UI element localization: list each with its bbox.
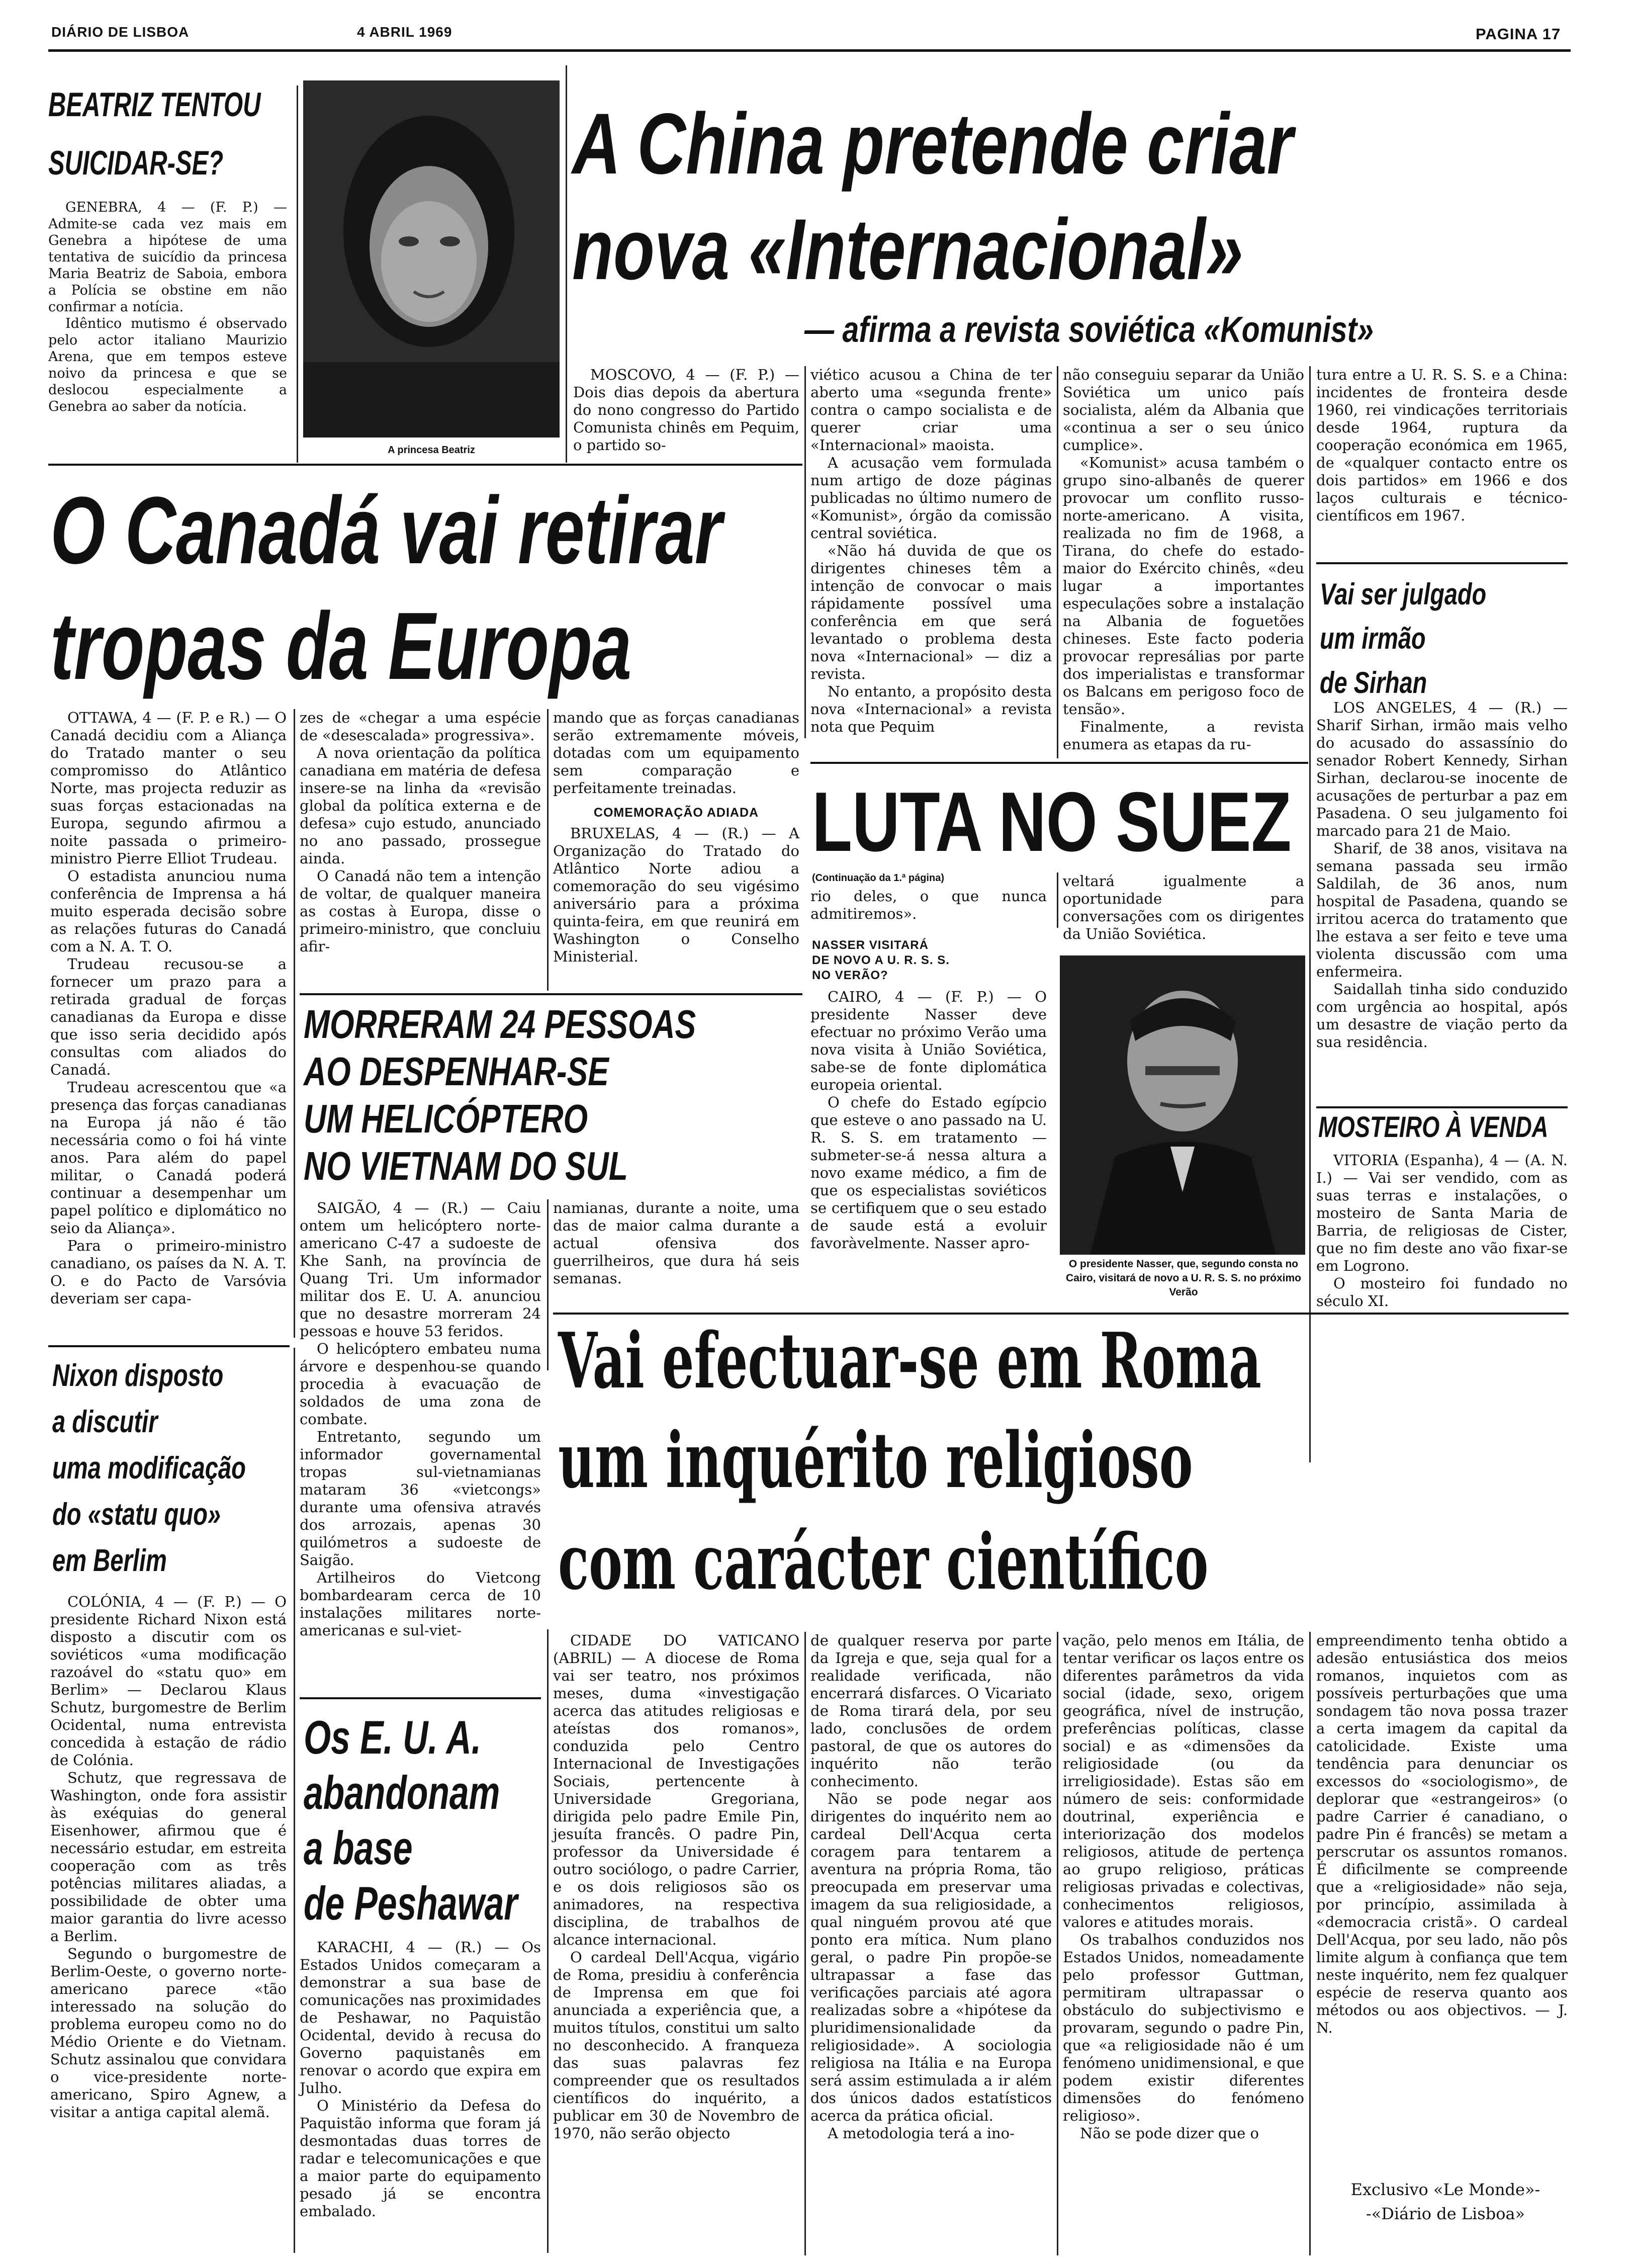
canada-headline-line2: tropas da Europa [50,593,632,700]
column-divider [547,1199,549,1370]
column-divider [1309,1632,1311,2255]
section-rule [48,464,802,466]
section-rule [48,1345,290,1347]
column-divider [804,1632,806,2255]
roma-col-1: CIDADE DO VATICANO (ABRIL) — A diocese de Roma vai ser teatro, nos próximos meses, duma «investigação acerca das atitudes religiosas e ateístas dos romanos», conduzida pelo Centro Internacional de Investigações Sociais, pertencente à Universidade Gregoriana, dirigida pelo padre Emile Pin, jesuíta francês. O padre Pin, professor da Universidade é outro sociólogo, o padre Carrier, e os dois religiosos são os animadores, na respectiva disciplina, de trabalhos de alcance internacional. O cardeal Dell'Acqua, vigário de Roma, presidiu à conferência de Imprensa em que foi anunciada a experiência que, a muitos títulos, constitui um salto no desconhecido. A franqueza das suas palavras fez compreender que os resultados científicos do inquérito, a publicar em 30 de Novembro de 1970, não serão objecto [553,1632,799,2142]
section-rule [1316,562,1568,564]
column-divider [294,709,295,1338]
sirhan-headline: Vai ser julgado um irmão de Sirhan [1320,577,1487,700]
nixon-article: COLÓNIA, 4 — (F. P.) — O presidente Richard Nixon está disposto a discutir com os soviéticos «uma modificação razoável do «statu quo» em Berlim» — Declarou Klaus Schutz, burgomestre de Berlim Ocidental, numa entrevista concedida à estação de rádio de Colónia. Schutz, que regressava de Washington, onde fora assistir às exéquias do general Eisenhower, afirmou que é necessário estudar, em estreita cooperação com as três potências militares aliadas, a possibilidade de obter uma maior garantia do livre acesso a Berlim. Segundo o burgomestre de Berlim-Oeste, o governo norte-americano parece «tão interessado na solução do problema europeu como no do Médio Oriente e do Vietnam. Schutz assinalou que convidara o vice-presidente norte-americano, Spiro Agnew, a visitar a antiga capital alemã. [50,1593,287,2121]
vietnam-col-1: SAIGÃO, 4 — (R.) — Caiu ontem um helicóptero norte-americano C-47 a sudoeste de Khe Sanh, na província de Quang Tri. Um informador militar dos E. U. A. anunciou que no desastre morreram 24 pessoas e houve 53 feridos. O helicóptero embateu numa árvore e despenhou-se quando procedia à evacuação de soldados de uma zona de combate. Entretanto, segundo um informador governamental tropas sul-vietnamianas mataram 36 «vietcongs» durante uma ofensiva através dos arrozais, apenas 30 quilómetros a sudoeste de Saigão. Artilheiros do Vietcong bombardearam cerca de 10 instalações militares norte-americanas e sul-viet- [300,1199,541,1639]
section-rule [1316,1106,1568,1108]
suez-col-1: rio deles, o que nunca admitiremos». [810,888,1047,922]
eua-headline: Os E. U. A. abandonam a base de Peshawar [304,1711,518,1930]
suez-headline: LUTA NO SUEZ [812,774,1292,869]
masthead-rule [48,49,1571,52]
canada-headline-line1: O Canadá vai retirar [50,477,722,584]
mosteiro-article: VITORIA (Espanha), 4 — (A. N. I.) — Vai ser vendido, com as suas terras e instalações, o mosteiro de Santa Maria de Barria, de religiosas de Cister, que no fim deste ano vão fixar-se em Logrono. O mosteiro foi fundado no século XI. [1316,1152,1568,1310]
roma-headline-line1: Vai efectuar-se em Roma [558,1316,1261,1406]
president-nasser-photo [1060,955,1305,1255]
roma-headline-line2: um inquérito religioso [558,1415,1193,1505]
column-divider [297,85,298,463]
china-col-1: MOSCOVO, 4 — (F. P.) — Dois dias depois da abertura do nono congresso do Partido Comunista chinês em Pequim, o partido so- [573,366,799,454]
roma-col-4: empreendimento tenha obtido a adesão entusiástica dos meios romanos, inquietos com as possíveis perturbações que uma sondagem tão nova possa trazer a certa imagem da capital da catolicidade. Existe uma tendência para denunciar os excessos do «sociologismo», de deplorar que «estrangeiros» (o padre Carrier é canadiano, o padre Pin é francês) se metam a perscrutar os assuntos romanos. É difìcilmente se compreende que a «religiosidade» não seja, por princípio, assimilada à «democracia cristã». O cardeal Dell'Acqua, por seu lado, não pôs limite algum à confiança que tem neste inquérito, nem fez qualquer espécie de reserva quanto aos métodos ou aos objectivos. — J. N. [1316,1632,1568,2036]
china-headline-line1: A China pretende criar [572,96,1293,192]
column-divider [294,1348,295,2253]
issue-date: 4 ABRIL 1969 [357,24,452,40]
roma-col-3: vação, pelo menos em Itália, de tentar verificar os laços entre os diferentes parâmetros da vida social (idade, sexo, origem geográfica, nível de instrução, preferências políticas, classe social) e as «dimensões da religiosidade (ou da irreligiosidade). Estas são em número de seis: conformidade doutrinal, experiência e interiorização dos modelos religiosos, atitude de pertença ao grupo religioso, práticas religiosas privadas e colectivas, conhecimentos religiosos, valores e atitudes morais. Os trabalhos conduzidos nos Estados Unidos, nomeadamente pelo professor Guttman, permitiram ultrapassar o obstáculo do subjectivismo e provaram, segundo o padre Pin, que «a religiosidade não é um fenómeno unidimensional, e que podem existir diferentes dimensões do fenómeno religioso». Não se pode dizer que o [1063,1632,1304,2142]
china-col-2: viético acusou a China de ter aberto uma «segunda frente» contra o campo socialista e de querer criar uma «Internacional» maoista. A acusação vem formulada num artigo de doze páginas publicadas no último numero de «Komunist», órgão da comissão central soviética. «Não há duvida de que os dirigentes chineses têm a intenção de convocar o mais rápidamente possível uma conferência em que será levantado o problema desta nova «Internacional» — diz a revista. No entanto, a propósito desta nova «Internacional» a revista nota que Pequim [810,366,1052,735]
beatriz-article: GENEBRA, 4 — (F. P.) — Admite-se cada vez mais em Genebra a hipótese de uma tentativa de suicídio da princesa Maria Beatriz de Saboia, embora a Polícia se obstine em não confirmar a notícia. Idêntico mutismo é observado pelo actor italiano Maurizio Arena, que em tempos esteve noivo da princesa e que se deslocou especialmente a Genebra ao saber da notícia. [48,200,287,414]
nixon-headline: Nixon disposto a discutir uma modificação do «statu quo» em Berlim [52,1358,246,1578]
canada-col-2: zes de «chegar a uma espécie de «desescalada» progressiva». A nova orientação da política canadiana em matéria de defesa insere-se na linha da «revisão global da política externa e de defesa» cujo estudo, anunciado no ano passado, prossegue ainda. O Canadá não tem a intenção de voltar, de qualquer maneira as costas à Europa, disse o primeiro-ministro, que concluiu afir- [300,709,541,955]
column-divider [547,1629,549,2253]
suez-article: CAIRO, 4 — (F. P.) — O presidente Nasser deve efectuar no próximo Verão uma nova visita à União Soviética, sabe-se de fonte diplomática europeia oriental. O chefe do Estado egípcio que esteve o ano passado na U. R. S. S. em tratamento — submeter-se-á nessa altura a novo exame médico, a fim de que os especialistas soviéticos se certifiquem que o seu estado de saude está a evoluir favoràvelmente. Nasser apro- [810,988,1047,1252]
beatriz-photo-caption: A princesa Beatriz [388,445,475,456]
section-rule [300,1697,541,1699]
suez-subsection-title: NASSER VISITARÁ DE NOVO A U. R. S. S. NO VERÃO? [812,938,950,982]
column-divider [1309,366,1311,1462]
nasser-photo-caption: O presidente Nasser, que, segundo consta no Cairo, visitará de novo a U. R. S. S. no próximo Verão [1066,1258,1301,1298]
beatriz-headline: BEATRIZ TENTOU SUICIDAR-SE? [48,85,261,183]
suez-continuation-note: (Continuação da 1.ª página) [812,873,944,884]
sirhan-article: LOS ANGELES, 4 — (R.) — Sharif Sirhan, irmão mais velho do acusado do assassínio do senador Robert Kennedy, Sirhan Sirhan, declarou-se inocente de acusações de perturbar a paz em Pasadena. O seu julgamento foi marcado para 21 de Maio. Sharif, de 38 anos, visitava na semana passada seu irmão Saldilah, de 36 anos, num hospital de Pasadena, quando se irritou acerca do tratamento que lhe estava a ser feito e teve uma violenta discussão com uma enfermeira. Saidallah tinha sido conduzido com urgência ao hospital, após um desastre de viação perto da sua residência. [1316,699,1568,1051]
princess-beatriz-photo [303,80,560,438]
suez-col-2: veltará igualmente a oportunidade para conversações com os dirigentes da União Soviética. [1063,873,1304,942]
china-subheadline: — afirma a revista soviética «Komunist» [804,310,1374,350]
column-divider [1057,873,1058,928]
vietnam-headline: MORRERAM 24 PESSOAS AO DESPENHAR-SE UM HELICÓPTERO NO VIETNAM DO SUL [304,1002,696,1188]
china-col-4: tura entre a U. R. S. S. e a China: incidentes de fronteira desde 1960, rei vindicações territoriais desde 1964, ruptura da cooperação económica em 1965, de «qualquer contacto entre os dois partidos» em 1966 e dos laços culturais e técnico-científicos em 1967. [1316,366,1568,524]
column-divider [1057,1632,1058,2255]
section-rule [553,1313,1569,1315]
mosteiro-headline: MOSTEIRO À VENDA [1318,1111,1549,1144]
section-rule [810,762,1308,764]
canada-col-3: mando que as forças canadianas serão extremamente móveis, dotadas com um equipamento sem comparação e perfeitamente treinadas. COMEMORAÇÃO ADIADA BRUXELAS, 4 — (R.) — A Organização do Tratado do Atlântico Norte adiou a comemoração do seu vigésimo aniversário para a próxima quinta-feira, em que reunirá em Washington o Conselho Ministerial. [553,709,799,965]
china-headline-line2: nova «Internacional» [572,201,1243,298]
section-rule [300,993,802,995]
roma-headline-line3: com carácter científico [558,1517,1209,1607]
canada-subsection-title: COMEMORAÇÃO ADIADA [593,806,759,820]
newspaper-name: DIÁRIO DE LISBOA [51,24,190,40]
column-divider [566,65,567,463]
roma-col-2: de qualquer reserva por parte da Igreja e que, seja qual for a realidade verificada, não encerrará disfarces. O Vicariato de Roma tirará dela, por seu lado, conclusões de ordem pastoral, de que os autores do inquérito não terão conhecimento. Não se pode negar aos dirigentes do inquérito nem ao cardeal Dell'Acqua certa coragem para tentarem a aventura na própria Roma, tão preocupada em preservar uma imagem da sua religiosidade, a qual ninguém provou até que ponto era mítica. Num plano geral, o padre Pin propõe-se ultrapassar a fase das verificações parciais até agora realizadas sobre a «hipótese da pluridimensionalidade da religiosidade». A sociologia religiosa na Itália e na Europa será assim estimulada a ir além dos únicos dados estatísticos acerca da prática oficial. A metodologia terá a ino- [810,1632,1052,2142]
roma-credit: Exclusivo «Le Monde»- -«Diário de Lisboa» [1350,2180,1540,2223]
canada-col-1: OTTAWA, 4 — (F. P. e R.) — O Canadá decidiu com a Aliança do Tratado manter o seu compromisso do Atlântico Norte, mas projecta reduzir as suas forças estacionadas na Europa, segundo afirmou a noite passada o primeiro-ministro Pierre Elliot Trudeau. O estadista anunciou numa conferência de Imprensa a há muito esperada decisão sobre as relações futuras do Canadá com a N. A. T. O. Trudeau recusou-se a fornecer um prazo para a retirada gradual de forças canadianas da Europa e disse que isso seria decidido após consultas com aliados do Canadá. Trudeau acrescentou que «a presença das forças canadianas na Europa já não é tão necessária como o foi há vinte anos. Para além do papel militar, o Canadá poderá continuar a desempenhar um papel político e diplomático no seio da Aliança». Para o primeiro-ministro canadiano, os países da N. A. T. O. e do Pacto de Varsóvia deveriam ser capa- [50,709,287,1307]
vietnam-col-2: namianas, durante a noite, uma das de maior calma durante a actual ofensiva dos guerrilheiros, que dura há seis semanas. [553,1199,799,1287]
column-divider [547,709,549,991]
column-divider [1057,366,1058,758]
china-col-3: não conseguiu separar da União Soviética um unico país socialista, além da Albania que «continua a ser o seu único cumplice». «Komunist» acusa também o grupo sino-albanês de querer provocar um conflito russo-norte-americano. A visita, realizada no fim de 1968, a Tirana, do chefe do estado-maior do Exército chinês, «deu lugar a importantes especulações sobre a instalação na Albania de foguetões chineses. Este facto poderia provocar represálias por parte dos imperialistas e transformar os Balcans em perigoso foco de tensão». Finalmente, a revista enumera as etapas da ru- [1063,366,1304,753]
column-divider [804,366,806,738]
eua-article: KARACHI, 4 — (R.) — Os Estados Unidos começaram a demonstrar a sua base de comunicações nas proximidades de Peshawar, no Paquistão Ocidental, devido à recusa do Governo paquistanês em renovar o acordo que expira em Julho. O Ministério da Defesa do Paquistão informa que foram já desmontadas duas torres de radar e telecomunicações e que a maior parte do equipamento pesado já se encontra embalado. [300,1939,541,2220]
page-number: PAGINA 17 [1476,25,1561,43]
